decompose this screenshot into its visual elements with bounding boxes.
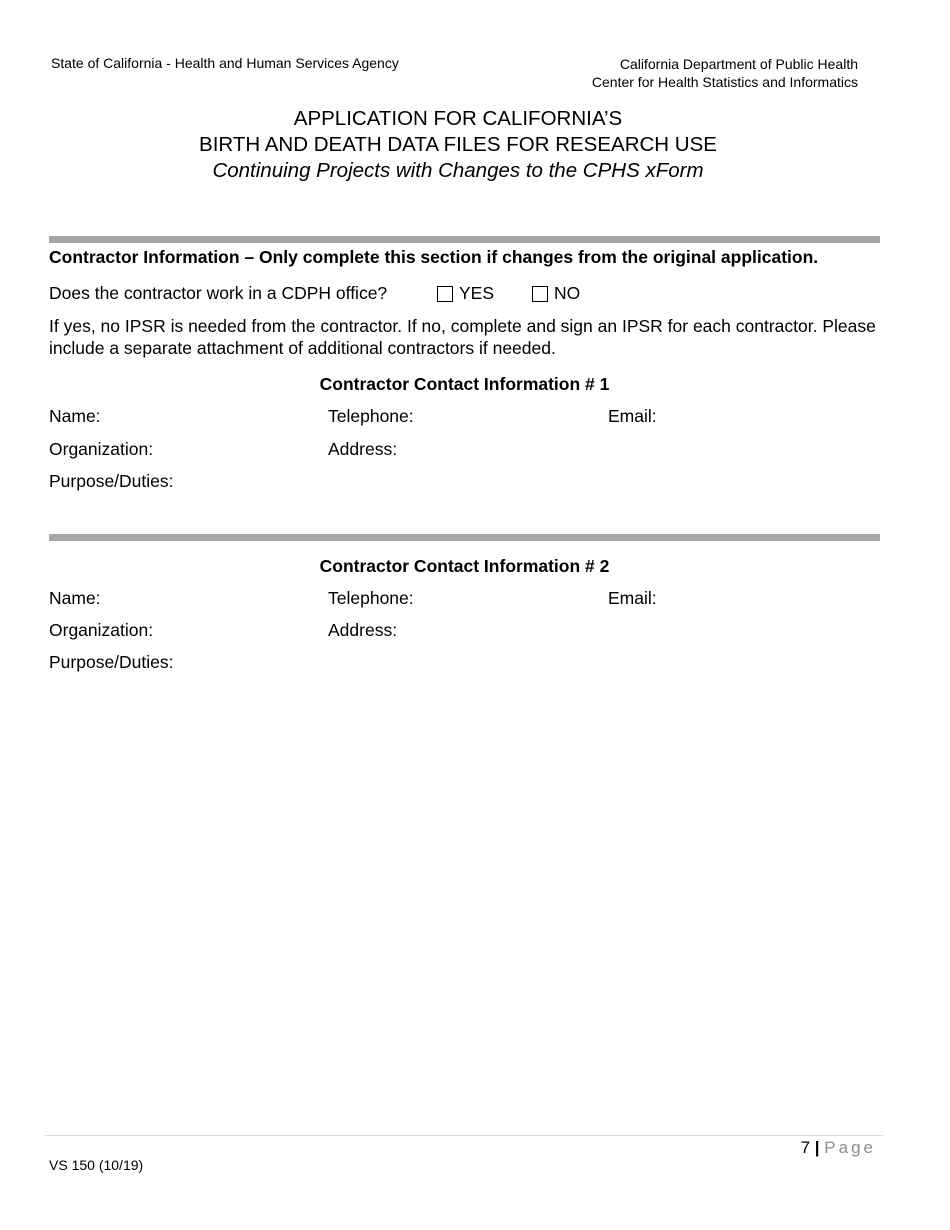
department-header: [592, 55, 858, 91]
contact-2-telephone-label: Telephone:: [328, 588, 414, 608]
contact-1-name-label: Name:: [49, 406, 101, 426]
contact-1-address-label: Address:: [328, 439, 398, 459]
yes-label: YES: [459, 283, 495, 303]
contact-divider: [49, 534, 880, 541]
contact-2-name-label: Name:: [49, 588, 101, 608]
yes-checkbox[interactable]: [437, 286, 453, 302]
contact-1-email-label: Email:: [608, 406, 657, 426]
page-separator: |: [814, 1138, 820, 1157]
title-subtitle: Continuing Projects with Changes to the CPHS xForm: [212, 159, 704, 182]
contact-2-address-label: Address:: [328, 620, 398, 640]
no-checkbox[interactable]: [532, 286, 548, 302]
title-line-2: BIRTH AND DEATH DATA FILES FOR RESEARCH USE: [199, 133, 717, 156]
page-word: Page: [824, 1138, 876, 1157]
contact-2-email-label: Email:: [608, 588, 657, 608]
contact-1-organization-label: Organization:: [49, 439, 154, 459]
contact-1-title: Contractor Contact Information # 1: [319, 374, 610, 394]
agency-name: State of California - Health and Human Services Agency: [51, 55, 399, 71]
page-number-value: 7: [800, 1138, 811, 1157]
form-code: VS 150 (10/19): [49, 1157, 144, 1173]
cdph-office-question: Does the contractor work in a CDPH office?: [49, 283, 388, 303]
contact-2-organization-label: Organization:: [49, 620, 154, 640]
contact-2-purpose-label: Purpose/Duties:: [49, 652, 174, 672]
page-number: [801, 1138, 876, 1158]
yes-option[interactable]: [437, 283, 494, 304]
contact-1-purpose-label: Purpose/Duties:: [49, 471, 174, 491]
no-option[interactable]: [532, 283, 580, 304]
department-name: California Department of Public Health: [619, 56, 858, 72]
ipsr-note: If yes, no IPSR is needed from the contractor. If no, complete and sign an IPSR for each contractor. Please include a separate attachment of additional contractors if needed.: [49, 316, 876, 358]
section-divider: [49, 236, 880, 243]
footer-rule: [45, 1135, 883, 1136]
contact-1-telephone-label: Telephone:: [328, 406, 414, 426]
title-line-1: APPLICATION FOR CALIFORNIA’S: [293, 107, 623, 130]
contact-2-title: Contractor Contact Information # 2: [319, 556, 610, 576]
document-title: [0, 106, 916, 184]
center-name: Center for Health Statistics and Informatics: [591, 74, 858, 90]
no-label: NO: [554, 283, 581, 303]
section-heading: Contractor Information – Only complete this section if changes from the original application.: [49, 247, 819, 267]
